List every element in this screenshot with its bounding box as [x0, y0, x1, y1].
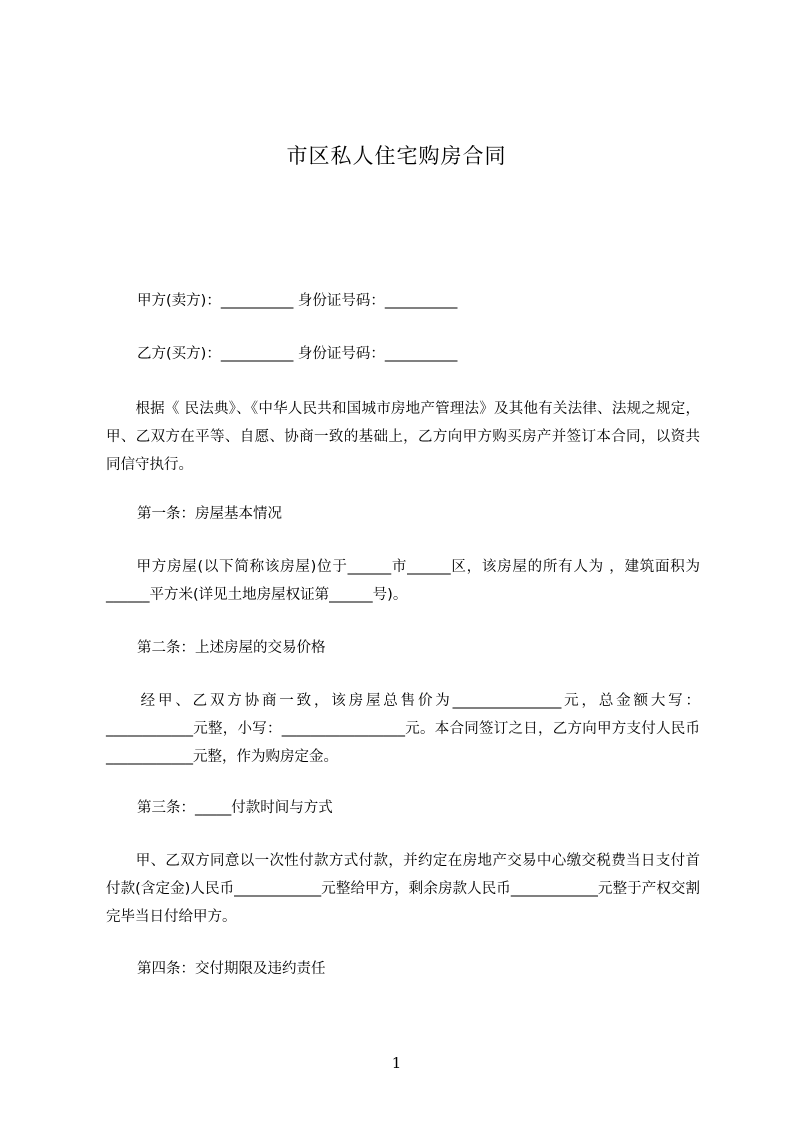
article-3-heading: 第三条：_____付款时间与方式: [137, 800, 333, 816]
article-2-heading: 第二条：上述房屋的交易价格: [137, 640, 326, 656]
article-3-paragraph: 甲、乙双方同意以一次性付款方式付款，并约定在房地产交易中心缴交税费当日支付首付款(含定金)人民币____________元整给甲方，剩余房款人民币____________元整于产权交割完毕当日付给甲方。: [106, 853, 700, 925]
party-a-line: 甲方(卖方)：__________ 身份证号码：__________: [137, 293, 458, 309]
party-b-line: 乙方(买方)：__________ 身份证号码：__________: [137, 346, 458, 362]
page-number: 1: [391, 1054, 402, 1072]
article-1-paragraph: 甲方房屋(以下简称该房屋)位于______市______区，该房屋的所有人为 ，建筑面积为______平方米(详见土地房屋权证第______号)。: [106, 559, 700, 603]
document-title: 市区私人住宅购房合同: [286, 144, 507, 168]
preamble-paragraph: 根据《 民法典》、《中华人民共和国城市房地产管理法》及其他有关法律、法规之规定，甲、乙双方在平等、自愿、协商一致的基础上，乙方向甲方购买房产并签订本合同，以资共同信守执行。: [106, 401, 700, 473]
article-2-paragraph: 经甲、乙双方协商一致，该房屋总售价为_______________元，总金额大写：____________元整，小写：_________________元。本合同签订之日，乙方向甲方支付人民币____________元整，作为购房定金。: [106, 693, 700, 765]
article-1-heading: 第一条：房屋基本情况: [137, 506, 282, 522]
article-4-heading: 第四条：交付期限及违约责任: [137, 961, 326, 977]
